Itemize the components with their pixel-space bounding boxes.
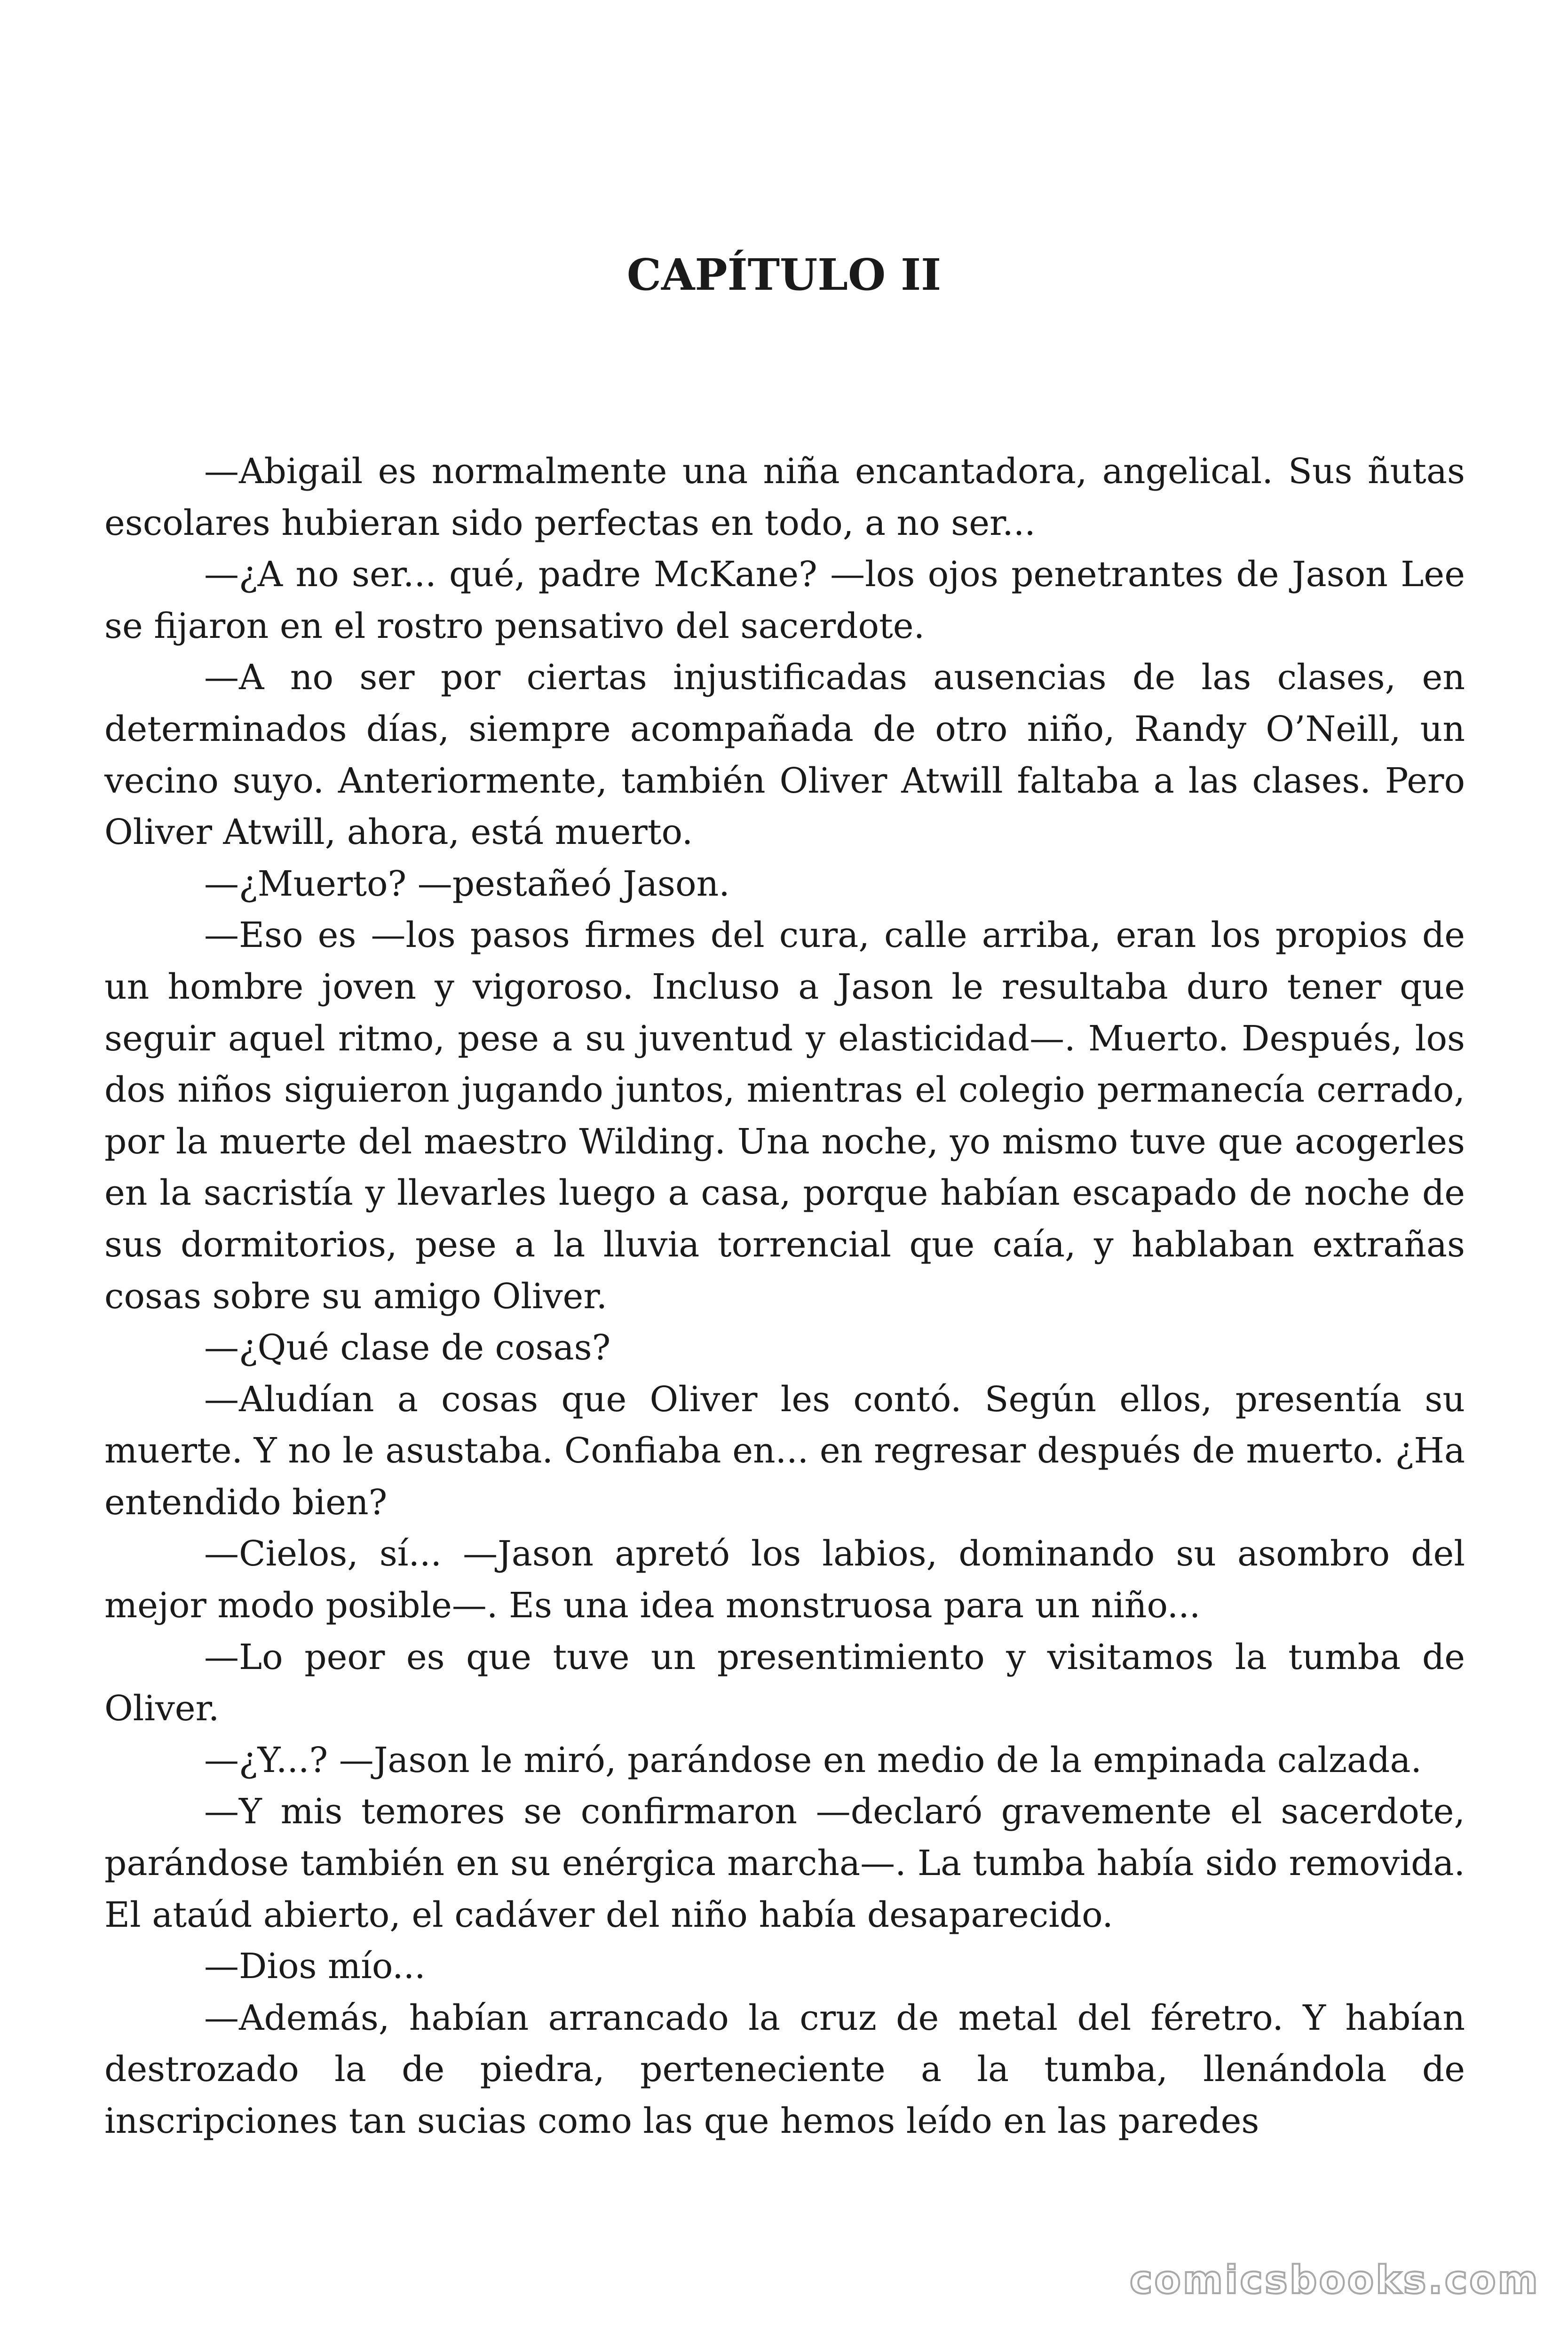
paragraph: —¿A no ser... qué, padre McKane? —los ojos penetrantes de Jason Lee se fijaron en el rostro pensativo del sacerdote. bbox=[104, 554, 1465, 646]
paragraph: —Aludían a cosas que Oliver les contó. Según ellos, presentía su muerte. Y no le asustaba. Confiaba en... en regresar después de muerto. ¿Ha entendido bien? bbox=[104, 1379, 1465, 1523]
paragraph: —¿Muerto? —pestañeó Jason. bbox=[204, 863, 730, 904]
paragraph: —Además, habían arrancado la cruz de metal del féretro. Y habían destrozado la de piedra, perteneciente a la tumba, llenándola de inscripciones tan sucias como las que hemos leído en las paredes bbox=[104, 1997, 1465, 2141]
paragraph: —Lo peor es que tuve un presentimiento y visitamos la tumba de Oliver. bbox=[104, 1637, 1465, 1729]
paragraph: —Abigail es normalmente una niña encantadora, angelical. Sus ñutas escolares hubieran sido perfectas en todo, a no ser... bbox=[104, 451, 1465, 543]
paragraph: —¿Y...? —Jason le miró, parándose en medio de la empinada calzada. bbox=[204, 1740, 1422, 1780]
paragraph: —A no ser por ciertas injustificadas ausencias de las clases, en determinados días, siempre acompañada de otro niño, Randy O’Neill, un vecino suyo. Anteriormente, también Oliver Atwill faltaba a las clases. Pero Oliver Atwill, ahora, está muerto. bbox=[104, 657, 1465, 853]
paragraph: —Y mis temores se confirmaron —declaró gravemente el sacerdote, parándose también en su enérgica marcha—. La tumba había sido removida. El ataúd abierto, el cadáver del niño había desaparecido. bbox=[104, 1791, 1465, 1935]
paragraph: —¿Qué clase de cosas? bbox=[204, 1327, 611, 1368]
paragraph: —Dios mío... bbox=[204, 1946, 426, 1987]
paragraph: —Cielos, sí... —Jason apretó los labios, dominando su asombro del mejor modo posible—. Es una idea monstruosa para un niño... bbox=[104, 1534, 1465, 1626]
paragraph: —Eso es —los pasos firmes del cura, calle arriba, eran los propios de un hombre joven y vigoroso. Incluso a Jason le resultaba duro tener que seguir aquel ritmo, pese a su juventud y elasticidad—. Muerto. Después, los dos niños siguieron jugando juntos, mientras el colegio permanecía cerrado, por la muerte del maestro Wilding. Una noche, yo mismo tuve que acogerles en la sacristía y llevarles luego a casa, porque habían escapado de noche de sus dormitorios, pese a la lluvia torrencial que caía, y hablaban extrañas cosas sobre su amigo Oliver. bbox=[104, 915, 1465, 1317]
chapter-title: CAPÍTULO II bbox=[626, 249, 942, 300]
chapter-body bbox=[104, 446, 1465, 2147]
watermark: comicsbooks.com bbox=[1129, 2258, 1540, 2303]
